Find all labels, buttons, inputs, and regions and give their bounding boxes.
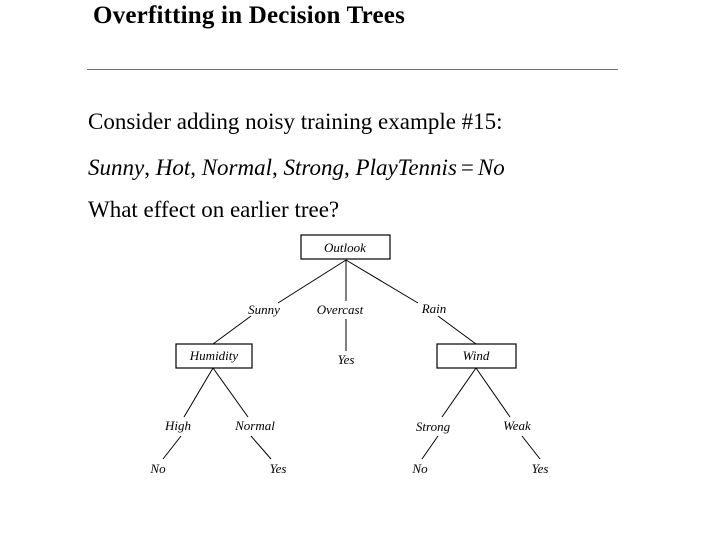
edge-normal-yes	[251, 436, 271, 459]
edge-outlook-sunny	[278, 260, 346, 303]
slide-title: Overfitting in Decision Trees	[93, 2, 406, 29]
example-value-temperature: Hot	[155, 155, 191, 180]
wind-node-label: Wind	[462, 348, 490, 363]
example-value-humidity: Normal	[201, 155, 273, 180]
edge-sunny-humidity	[213, 316, 251, 344]
edge-wind-weak	[476, 368, 510, 417]
question-text: What effect on earlier tree?	[88, 197, 340, 222]
branch-label-normal: Normal	[235, 418, 275, 433]
branch-label-overcast: Overcast	[316, 302, 364, 317]
leaf-humidity-high-no: No	[150, 461, 166, 476]
example-equals: =	[460, 155, 474, 180]
outlook-node-label: Outlook	[324, 240, 366, 255]
branch-label-sunny: Sunny	[248, 302, 280, 317]
branch-label-rain: Rain	[421, 301, 447, 316]
example-label-attribute: PlayTennis	[355, 155, 457, 180]
humidity-node-label: Humidity	[189, 348, 239, 363]
edge-rain-wind	[438, 316, 476, 344]
example-value-outlook: Sunny	[88, 155, 145, 180]
overcast-leaf-yes: Yes	[337, 352, 355, 367]
edge-humidity-normal	[213, 368, 248, 417]
branch-label-high: High	[165, 418, 191, 433]
leaf-wind-weak-yes: Yes	[531, 461, 549, 476]
edge-humidity-high	[184, 368, 213, 417]
branch-label-weak: Weak	[503, 418, 531, 433]
edge-strong-no	[422, 436, 438, 459]
branch-label-strong: Strong	[415, 419, 451, 434]
leaf-humidity-normal-yes: Yes	[269, 461, 287, 476]
intro-text: Consider adding noisy training example #15:	[88, 109, 503, 134]
example-label-value: No	[477, 155, 505, 180]
example-value-wind: Strong	[283, 155, 345, 180]
edge-outlook-rain	[346, 260, 418, 303]
noisy-example: Sunny, Hot, Normal, Strong, PlayTennis = No	[88, 155, 505, 180]
leaf-wind-strong-no: No	[412, 461, 428, 476]
edge-high-no	[163, 436, 181, 459]
edge-weak-yes	[522, 436, 540, 459]
edge-wind-strong	[442, 368, 476, 417]
